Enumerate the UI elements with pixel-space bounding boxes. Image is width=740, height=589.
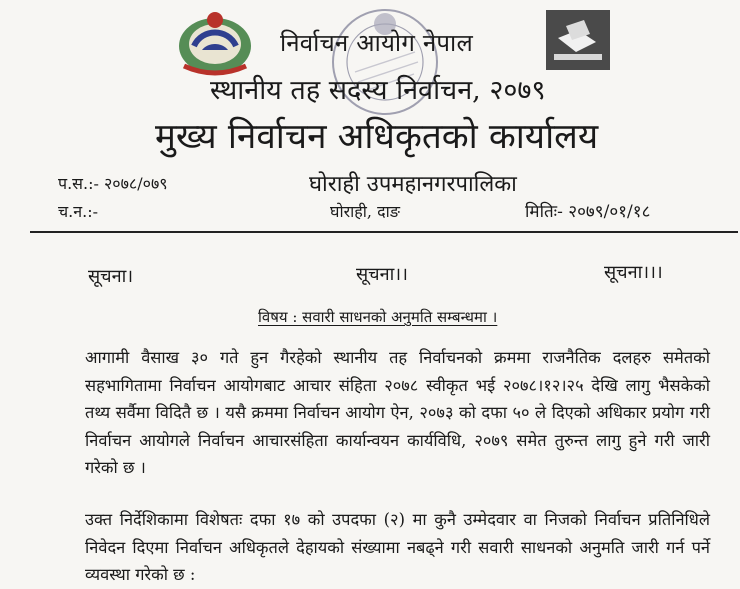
notice-date: मितिः- २०७९/०१/१८ [525, 202, 651, 222]
ballot-box-logo-icon [544, 8, 612, 72]
notice-label-2: सूचना।। [356, 264, 408, 285]
header-divider [30, 231, 738, 233]
municipality-title: घोराही उपमहानगरपालिका [309, 172, 517, 197]
dispatch-number: च.न.:- [58, 202, 99, 221]
body-paragraph-2: उक्त निर्देशिकामा विशेषतः दफा १७ को उपदफा (२) मा कुनै उम्मेदवार वा निजको निर्वाचन प्रतिनिधिले निवेदन दिएमा निर्वाचन अधिकृतले देहायको संख्यामा नबढ्ने गरी सवारी साधनको अनुमति जारी गर्न पर्ने व्यवस्था गरेको छ : [85, 510, 710, 584]
reference-number: प.स.:- २०७८/०७९ [58, 174, 168, 193]
notice-label-1: सूचना। [88, 266, 134, 287]
election-title: स्थानीय तह सदस्य निर्वाचन, २०७९ [210, 75, 546, 106]
nepal-emblem-icon [172, 6, 258, 78]
notice-label-3: सूचना।।। [604, 262, 663, 283]
commission-title: निर्वाचन आयोग नेपाल [280, 29, 473, 57]
office-location: घोराही, दाङ [330, 202, 400, 221]
body-paragraph-1: आगामी वैसाख ३० गते हुन गैरहेको स्थानीय तह निर्वाचनको क्रममा राजनैतिक दलहरु समेतको सहभागितामा निर्वाचन आयोगबाट आचार संहिता २०७८ स्वीकृत भई २०७८।१२।२५ देखि लागु भैसकेको तथ्य सर्वैमा विदितै छ । यसै क्रममा निर्वाचन आयोग ऐन, २०७३ को दफा ५० ले दिएको अधिकार प्रयोग गरी निर्वाचन आयोगले निर्वाचन आचारसंहिता कार्यान्वयन कार्यविधि, २०७९ समेत तुरुन्त लागु हुने गरी जारी गरेको छ । [85, 348, 710, 477]
subject-line: विषय : सवारी साधनको अनुमति सम्बन्धमा । [258, 308, 498, 326]
office-title: मुख्य निर्वाचन अधिकृतको कार्यालय [155, 117, 599, 157]
